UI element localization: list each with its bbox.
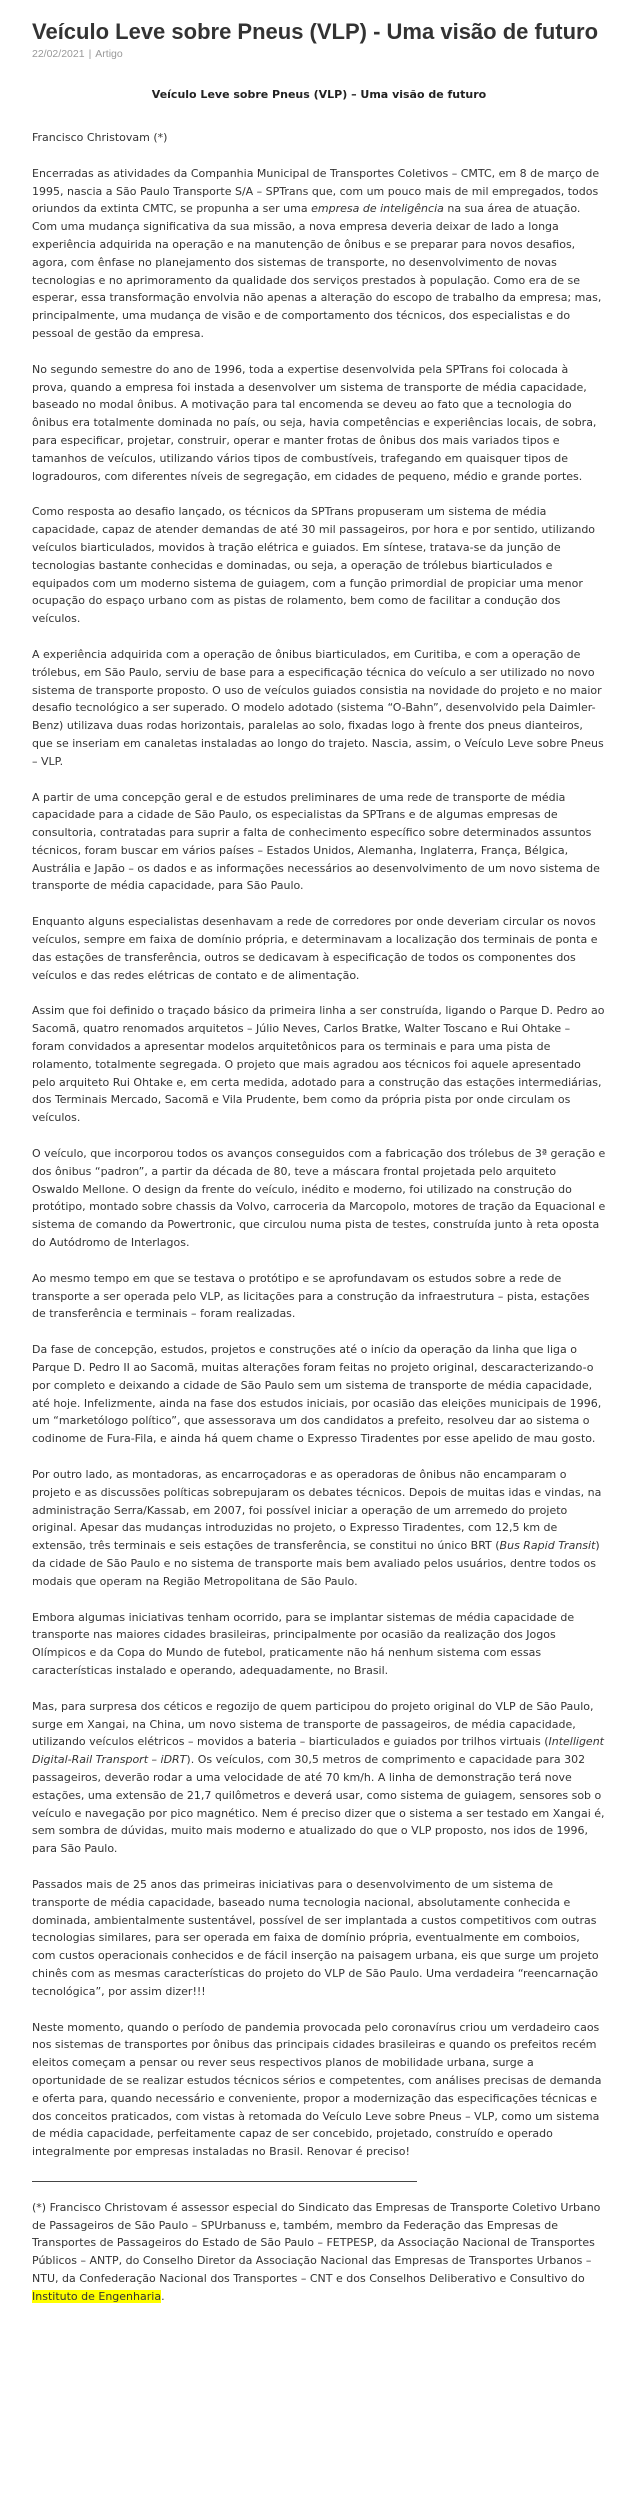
text-run: . <box>161 2289 165 2303</box>
text-run: ) da cidade de São Paulo e no sistema de transporte mais bem avaliado pelos usuários, dentre todos os modais que operam na Região Metropolitana de São Paulo. <box>32 1539 600 1588</box>
article-paragraph <box>32 789 606 896</box>
text-run: Assim que foi definido o traçado básico da primeira linha a ser construída, ligando o Parque D. Pedro ao Sacomã, quatro renomados arquitetos – Júlio Neves, Carlos Bratke, Walter Toscano e Rui Ohtake – foram convidados a apresentar modelos arquitetônicos para os terminais e para uma pista de rolamento, totalmente segregada. O projeto que mais agradou aos técnicos foi aquele apresentado pelo arquiteto Rui Ohtake e, em certa medida, adotado para a construção das estações intermediárias, dos Terminais Mercado, Sacomã e Vila Prudente, bem como da própria pista por onde circulam os veículos. <box>32 1004 605 1125</box>
article-author: Francisco Christovam (*) <box>32 131 168 144</box>
article-paragraph <box>32 1609 606 1680</box>
text-run: Neste momento, quando o período de pandemia provocada pelo coronavírus criou um verdadeiro caos nos sistemas de transportes por ônibus das principais cidades brasileiras e quando os prefeitos recém eleitos começam a pensar ou rever seus respectivos planos de mobilidade urbana, surge a oportunidade de se realizar estudos técnicos sérios e competentes, com análises precisas de demanda e oferta para, quando necessário e conveniente, propor a modernização das especificações técnicas e dos conceitos praticados, com vistas à retomada do Veículo Leve sobre Pneus – VLP, como um sistema de média capacidade, perfeitamente capaz de ser concebido, projetado, construído e operado integralmente por empresas instaladas no Brasil. Renovar é preciso! <box>32 2020 602 2159</box>
article-paragraph <box>32 1698 606 1858</box>
article-paragraph <box>32 1341 606 1448</box>
emphasis-text: Intelligent Digital-Rail Transport – iDRT <box>32 1735 604 1767</box>
post-meta <box>32 48 606 60</box>
text-run: (*) Francisco Christovam é assessor especial do Sindicato das Empresas de Transporte Coletivo Urbano de Passageiros de São Paulo – SPUrbanuss e, também, membro da Federação das Empresas de Transportes de Passageiros do Estado de São Paulo – FETPESP, da Associação Nacional de Transportes Públicos – ANTP, do Conselho Diretor da Associação Nacional das Empresas de Transportes Urbanos – NTU, da Confederação Nacional dos Transportes – CNT e dos Conselhos Deliberativo e Consultivo do <box>32 2200 601 2286</box>
text-run: O veículo, que incorporou todos os avanços conseguidos com a fabricação dos trólebus de 3ª geração e dos ônibus “padron”, a partir da década de 80, teve a máscara frontal projetada pelo arquiteto Oswaldo Mellone. O design da frente do veículo, inédito e moderno, foi utilizado na construção do protótipo, montado sobre chassis da Volvo, carroceria da Marcopolo, motores de tração da Equacional e sistema de comando da Powertronic, que circulou numa pista de testes, construída junto à reta oposta do Autódromo de Interlagos. <box>32 1147 606 1250</box>
text-run: A experiência adquirida com a operação de ônibus biarticulados, em Curitiba, e com a operação de trólebus, em São Paulo, serviu de base para a especificação técnica do veículo a ser utilizado no novo sistema de transporte proposto. O uso de veículos guiados consistia na novidade do projeto e no maior desafio tecnológico a ser superado. O modelo adotado (sistema “O-Bahn”, desenvolvido pela Daimler-Benz) utilizava duas rodas horizontais, paralelas ao solo, fixadas logo à frente dos pneus dianteiros, que se inseriam em canaletas instaladas ao longo do trajeto. Nascia, assim, o Veículo Leve sobre Pneus – VLP. <box>32 647 604 768</box>
text-run: ). Os veículos, com 30,5 metros de comprimento e capacidade para 302 passageiros, deverão rodar a uma velocidade de até 70 km/h. A linha de demonstração terá nove estações, uma extensão de 21,7 quilômetros e deverá usar, como sistema de guiagem, sensores sob o veículo e navegação por pico magnético. Nem é preciso dizer que o sistema a ser testado em Xangai é, sem sombra de dúvidas, muito mais moderno e atualizado do que o VLP proposto, nos idos de 1996, para São Paulo. <box>32 1753 605 1856</box>
text-run: Ao mesmo tempo em que se testava o protótipo e se aprofundavam os estudos sobre a rede de transporte a ser operada pelo VLP, as licitações para a construção da infraestrutura – pista, estações de transferência e terminais – foram realizadas. <box>32 1271 590 1321</box>
text-run: Embora algumas iniciativas tenham ocorrido, para se implantar sistemas de média capacidade de transporte nas maiores cidades brasileiras, principalmente por ocasião da realização dos Jogos Olímpicos e da Copa do Mundo de futebol, praticamente não há nenhum sistema com essas características instalado e operando, adequadamente, no Brasil. <box>32 1610 575 1677</box>
article-paragraph <box>32 646 606 771</box>
text-run: A partir de uma concepção geral e de estudos preliminares de uma rede de transporte de média capacidade para a cidade de São Paulo, os especialistas da SPTrans e de algumas empresas de consultoria, contratadas para suprir a falta de conhecimento específico sobre determinados assuntos técnicos, foram buscar em vários países – Estados Unidos, Alemanha, Inglaterra, França, Bélgica, Austrália e Japão – os dados e as informações necessários ao desenvolvimento de um novo sistema de transporte de média capacidade, para São Paulo. <box>32 790 600 893</box>
meta-separator: | <box>88 48 92 60</box>
footnote-divider <box>32 2181 417 2182</box>
article-paragraph <box>32 1876 606 2001</box>
article-paragraph <box>32 361 606 486</box>
text-run: Da fase de concepção, estudos, projetos e construções até o início da operação da linha que liga o Parque D. Pedro II ao Sacomã, muitas alterações foram feitas no projeto original, descaracterizando-o por completo e deixando a cidade de São Paulo sem um sistema de transporte de média capacidade, até hoje. Infelizmente, ainda na fase dos estudos iniciais, por ocasião das eleições municipais de 1996, um “marketólogo político”, que assessorava um dos candidatos a prefeito, resolveu dar ao sistema o codinome de Fura-Fila, e ainda há quem chame o Expresso Tiradentes por esse apelido de mau gosto. <box>32 1343 602 1446</box>
text-run: Passados mais de 25 anos das primeiras iniciativas para o desenvolvimento de um sistema de transporte de média capacidade, baseado numa tecnologia nacional, absolutamente conhecida e dominada, ambientalmente sustentável, possível de ser implantada a custos competitivos com outras tecnologias similares, para ser operada em faixa de domínio própria, eventualmente em comboios, com custos operacionais conhecidos e de fácil inserção na paisagem urbana, eis que surge um projeto chinês com as mesmas características do projeto do VLP de São Paulo. Uma verdadeira “reencarnação tecnológica”, por assim dizer!!! <box>32 1877 599 1998</box>
post-date: 22/02/2021 <box>32 48 85 60</box>
emphasis-text: empresa de inteligência <box>311 202 444 216</box>
page-title: Veículo Leve sobre Pneus (VLP) - Uma visão de futuro <box>32 19 599 44</box>
emphasis-text: Bus Rapid Transit <box>499 1539 596 1553</box>
text-run: Mas, para surpresa dos céticos e regozijo de quem participou do projeto original do VLP de São Paulo, surge em Xangai, na China, um novo sistema de transporte de passageiros, de média capacidade, utilizando veículos elétricos – movidos a bateria – biarticulados e guiados por trilhos virtuais ( <box>32 1699 594 1749</box>
article-paragraph <box>32 1002 606 1127</box>
article-paragraph <box>32 1466 606 1591</box>
highlighted-text: Instituto de Engenharia <box>32 2289 162 2303</box>
article-paragraph <box>32 165 606 343</box>
article-paragraph <box>32 2019 606 2161</box>
category-link[interactable]: Artigo <box>95 48 123 60</box>
author-footnote <box>32 2199 606 2306</box>
article-paragraph <box>32 1145 606 1252</box>
article-body-title: Veículo Leve sobre Pneus (VLP) – Uma visão de futuro <box>151 88 487 101</box>
article-body <box>32 129 606 2306</box>
article-paragraph <box>32 913 606 984</box>
article-paragraph <box>32 503 606 628</box>
article-paragraph <box>32 1270 606 1323</box>
text-run: Encerradas as atividades da Companhia Municipal de Transportes Coletivos – CMTC, em 8 de março de 1995, nascia a São Paulo Transporte S/A – SPTrans que, com um pouco mais de mil empregados, todos oriundos da extinta CMTC, se propunha a ser uma <box>32 166 600 216</box>
text-run: No segundo semestre do ano de 1996, toda a expertise desenvolvida pela SPTrans foi colocada à prova, quando a empresa foi instada a desenvolver um sistema de transporte de média capacidade, baseado no modal ônibus. A motivação para tal encomenda se deveu ao fato que a tecnologia do ônibus era totalmente dominada no país, ou seja, havia competências e experiências locais, de sobra, para especificar, projetar, construir, operar e manter frotas de ônibus dos mais variados tipos e tamanhos de veículos, utilizando vários tipos de combustíveis, trafegando em quaisquer tipos de logradouros, com diferentes níveis de segregação, em cidades de pequeno, médio e grande portes. <box>32 362 597 483</box>
article-paragraphs <box>32 165 606 2161</box>
text-run: na sua área de atuação. Com uma mudança significativa da sua missão, a nova empresa deveria deixar de lado a longa experiência adquirida na operação e na manutenção de ônibus e se preparar para novos desafios, agora, com ênfase no planejamento dos sistemas de transporte, no desenvolvimento de novas tecnologias e no aprimoramento da qualidade dos serviços prestados à população. Como era de se esperar, essa transformação envolvia não apenas a alteração do escopo de trabalho da empresa; mas, principalmente, uma mudança de visão e de comportamento dos técnicos, dos especialistas e do pessoal de gestão da empresa. <box>32 202 602 340</box>
text-run: Enquanto alguns especialistas desenhavam a rede de corredores por onde deveriam circular os novos veículos, sempre em faixa de domínio própria, e determinavam a localização dos terminais de ponta e das estações de transferência, outros se dedicavam à especificação de todos os componentes dos veículos e das redes elétricas de contato e de alimentação. <box>32 915 598 982</box>
text-run: Por outro lado, as montadoras, as encarroçadoras e as operadoras de ônibus não encamparam o projeto e as discussões políticas sobrepujaram os debates técnicos. Depois de muitas idas e vindas, na administração Serra/Kassab, em 2007, foi possível iniciar a operação de um arremedo do projeto original. Apesar das mudanças introduzidas no projeto, o Expresso Tiradentes, com 12,5 km de extensão, três terminais e seis estações de transferência, se constitui no único BRT ( <box>32 1468 602 1553</box>
text-run: Como resposta ao desafio lançado, os técnicos da SPTrans propuseram um sistema de média capacidade, capaz de atender demandas de até 30 mil passageiros, por hora e por sentido, utilizando veículos biarticulados, movidos à tração elétrica e guiados. Em síntese, tratava-se da junção de tecnologias bastante conhecidas e dominadas, ou seja, a operação de trólebus biarticulados e equipados com um moderno sistema de guiagem, com a função primordial de propiciar uma menor ocupação do espaço urbano com as pistas de rolamento, bem como de facilitar a condução dos veículos. <box>32 505 596 626</box>
